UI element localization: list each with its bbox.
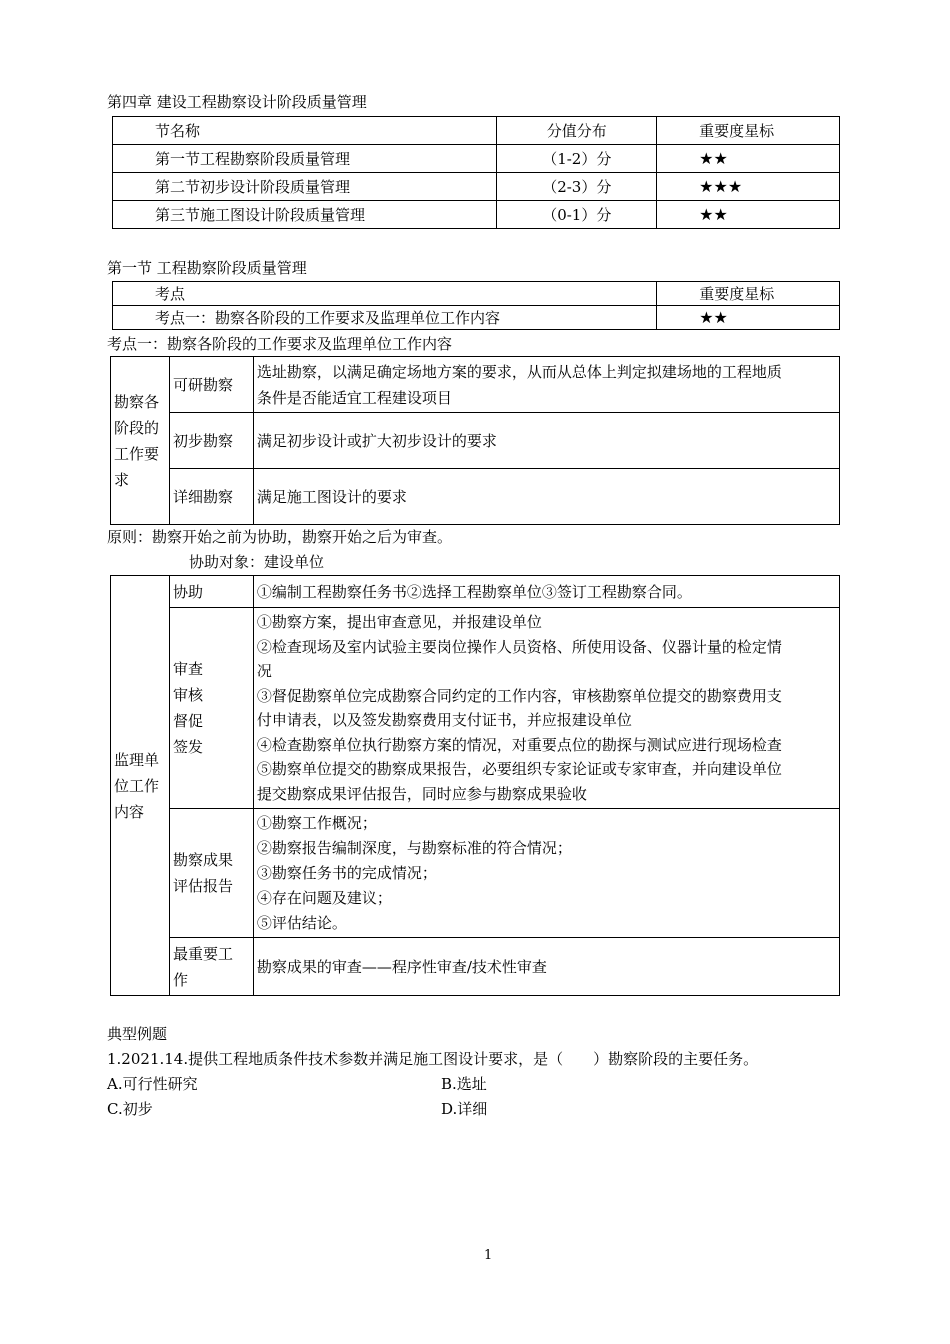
- example-question: 1.2021.14.提供工程地质条件技术参数并满足施工图设计要求，是（ ）勘察阶段的主要任务。: [107, 1050, 759, 1068]
- importance-stars: ★★: [657, 201, 840, 229]
- header-stars: 重要度星标: [657, 282, 840, 306]
- table-row: [111, 469, 840, 525]
- table-row: [113, 173, 840, 201]
- assist-label: 协助: [169, 576, 253, 608]
- section-table: [112, 281, 840, 330]
- stage-label: 可研勘察: [169, 357, 253, 413]
- requirements-label: 勘察各 阶段的 工作要 求: [111, 357, 170, 525]
- section-score: （1-2）分: [497, 145, 657, 173]
- importance-stars: ★★: [657, 145, 840, 173]
- option-d: D.详细: [441, 1100, 488, 1118]
- requirements-table: [110, 356, 840, 525]
- table-row: [111, 809, 840, 938]
- header-stars: 重要度星标: [657, 117, 840, 145]
- stage-content: 满足初步设计或扩大初步设计的要求: [253, 413, 839, 469]
- section-title: 第一节 工程勘察阶段质量管理: [107, 259, 307, 277]
- option-c: C.初步: [107, 1100, 153, 1118]
- table-row: [111, 608, 840, 809]
- key-point: 考点一：勘察各阶段的工作要求及监理单位工作内容: [113, 306, 657, 330]
- page-number: 1: [484, 1248, 493, 1263]
- chapter-title: 第四章 建设工程勘察设计阶段质量管理: [107, 93, 367, 111]
- option-a: A.可行性研究: [107, 1075, 198, 1093]
- header-score: 分值分布: [497, 117, 657, 145]
- review-label: 审查 审核 督促 签发: [169, 608, 253, 809]
- section-name: 第三节施工图设计阶段质量管理: [113, 201, 497, 229]
- header-section-name: 节名称: [113, 117, 497, 145]
- supervision-table: [110, 575, 840, 996]
- principle-text: 原则：勘察开始之前为协助，勘察开始之后为审查。: [107, 528, 453, 546]
- table-row: [113, 201, 840, 229]
- table-row: [111, 357, 840, 413]
- chapter-table: [112, 116, 840, 229]
- option-b: B.选址: [441, 1075, 487, 1093]
- table-row: [113, 145, 840, 173]
- assist-content: ①编制工程勘察任务书②选择工程勘察单位③签订工程勘察合同。: [253, 576, 839, 608]
- importance-stars: ★★: [657, 306, 840, 330]
- table-row: [111, 576, 840, 608]
- section-score: （0-1）分: [497, 201, 657, 229]
- stage-label: 详细勘察: [169, 469, 253, 525]
- report-content: ①勘察工作概况； ②勘察报告编制深度，与勘察标准的符合情况； ③勘察任务书的完成情况； ④存在问题及建议； ⑤评估结论。: [253, 809, 839, 938]
- section-score: （2-3）分: [497, 173, 657, 201]
- header-point: 考点: [113, 282, 657, 306]
- example-heading: 典型例题: [107, 1025, 168, 1043]
- review-content: ①勘察方案，提出审查意见，并报建设单位 ②检查现场及室内试验主要岗位操作人员资格、所使用设备、仪器计量的检定情 况 ③督促勘察单位完成勘察合同约定的工作内容，审核勘察单位提交的勘察费用支 付申请表，以及签发勘察费用支付证书，并应报建设单位 ④检查勘察单位执行勘察方案的情况，对重要点位的勘探与测试应进行现场检查 ⑤勘察单位提交的勘察成果报告，必要组织专家论证或专家审查，并向建设单位 提交勘察成果评估报告，同时应参与勘察成果验收: [253, 608, 839, 809]
- section-name: 第一节工程勘察阶段质量管理: [113, 145, 497, 173]
- key-point-title: 考点一：勘察各阶段的工作要求及监理单位工作内容: [107, 335, 453, 353]
- table-row: [111, 413, 840, 469]
- section-name: 第二节初步设计阶段质量管理: [113, 173, 497, 201]
- stage-content: 满足施工图设计的要求: [253, 469, 839, 525]
- stage-content: 选址勘察，以满足确定场地方案的要求，从而从总体上判定拟建场地的工程地质 条件是否能适宜工程建设项目: [253, 357, 839, 413]
- importance-stars: ★★★: [657, 173, 840, 201]
- assist-target: 协助对象：建设单位: [189, 553, 325, 571]
- table-row: [113, 306, 840, 330]
- report-label: 勘察成果 评估报告: [169, 809, 253, 938]
- table-row: [111, 938, 840, 996]
- key-work-label: 最重要工 作: [169, 938, 253, 996]
- supervision-label: 监理单 位工作 内容: [111, 576, 170, 996]
- key-work-content: 勘察成果的审查——程序性审查/技术性审查: [253, 938, 839, 996]
- stage-label: 初步勘察: [169, 413, 253, 469]
